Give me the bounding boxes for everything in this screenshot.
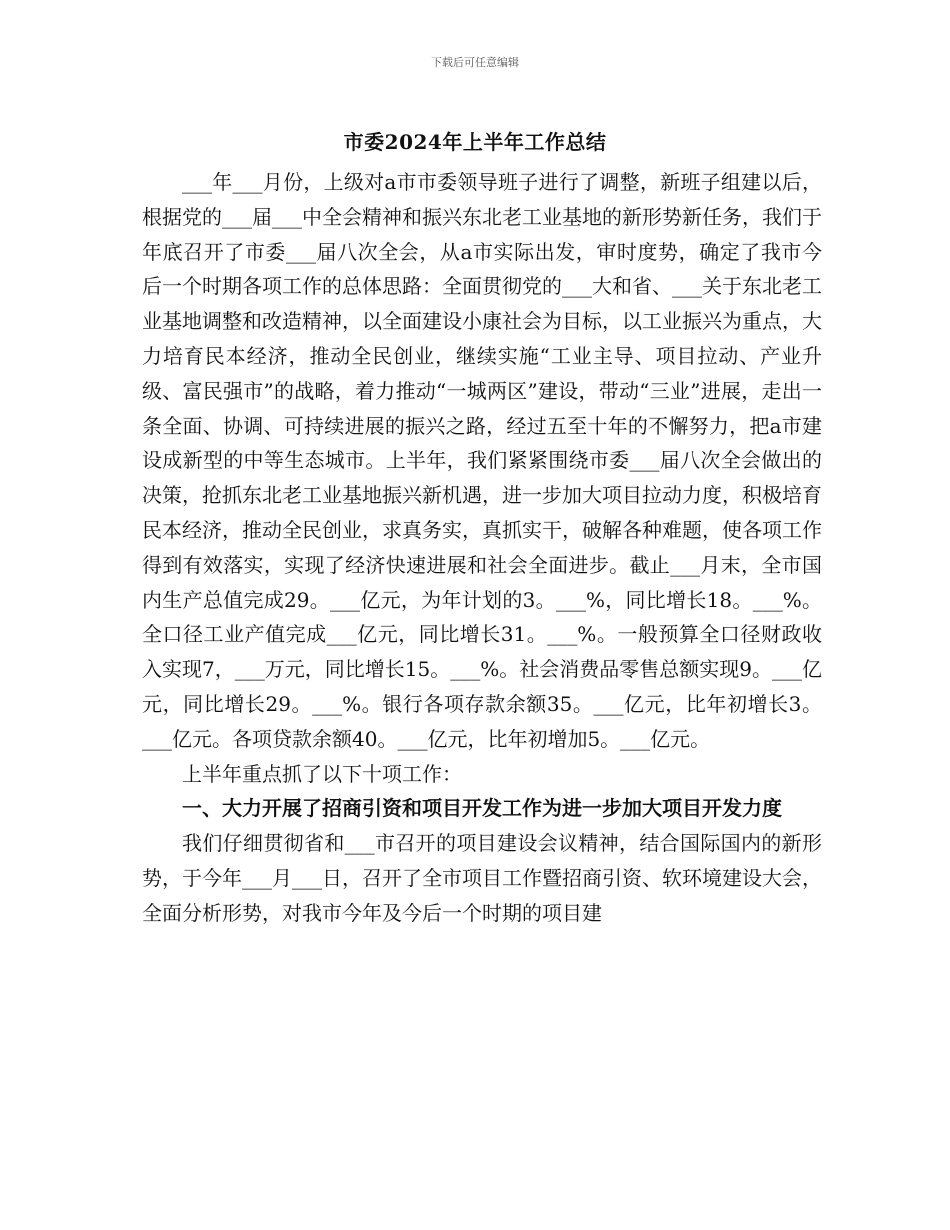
document-body (142, 165, 822, 931)
paragraph-intro: ___年___月份，上级对a市市委领导班子进行了调整，新班子组建以后，根据党的___届___中全会精神和振兴东北老工业基地的新形势新任务，我们于年底召开了市委___届八次全会，从a市实际出发，审时度势，确定了我市今后一个时期各项工作的总体思路：全面贯彻党的___大和省、___关于东北老工业基地调整和改造精神，以全面建设小康社会为目标，以工业振兴为重点，大力培育民本经济，推动全民创业，继续实施“工业主导、项目拉动、产业升级、富民强市”的战略，着力推动“一城两区”建设，带动“三业”进展，走出一条全面、协调、可持续进展的振兴之路，经过五至十年的不懈努力，把a市建设成新型的中等生态城市。上半年，我们紧紧围绕市委___届八次全会做出的决策，抢抓东北老工业基地振兴新机遇，进一步加大项目拉动力度，积极培育民本经济，推动全民创业，求真务实，真抓实干，破解各种难题，使各项工作得到有效落实，实现了经济快速进展和社会全面进步。截止___月末，全市国内生产总值完成29。___亿元，为年计划的3。___%，同比增长18。___%。全口径工业产值完成___亿元，同比增长31。___%。一般预算全口径财政收入实现7，___万元，同比增长15。___%。社会消费品零售总额实现9。___亿元，同比增长29。___%。银行各项存款余额35。___亿元，比年初增长3。___亿元。各项贷款余额40。___亿元，比年初增加5。___亿元。 (142, 170, 822, 751)
paragraph-section-1: 我们仔细贯彻省和___市召开的项目建设会议精神，结合国际国内的新形势，于今年___月___日，召开了全市项目工作暨招商引资、软环境建设大会，全面分析形势，对我市今年及今后一个时期的项目建 (142, 831, 822, 925)
section-heading-1: 一、大力开展了招商引资和项目开发工作为进一步加大项目开发力度 (182, 796, 782, 821)
document-title: 市委2024年上半年工作总结 (343, 130, 607, 154)
header-note: 下载后可任意编辑 (431, 56, 519, 69)
paragraph-key-work-lead: 上半年重点抓了以下十项工作： (182, 761, 462, 786)
